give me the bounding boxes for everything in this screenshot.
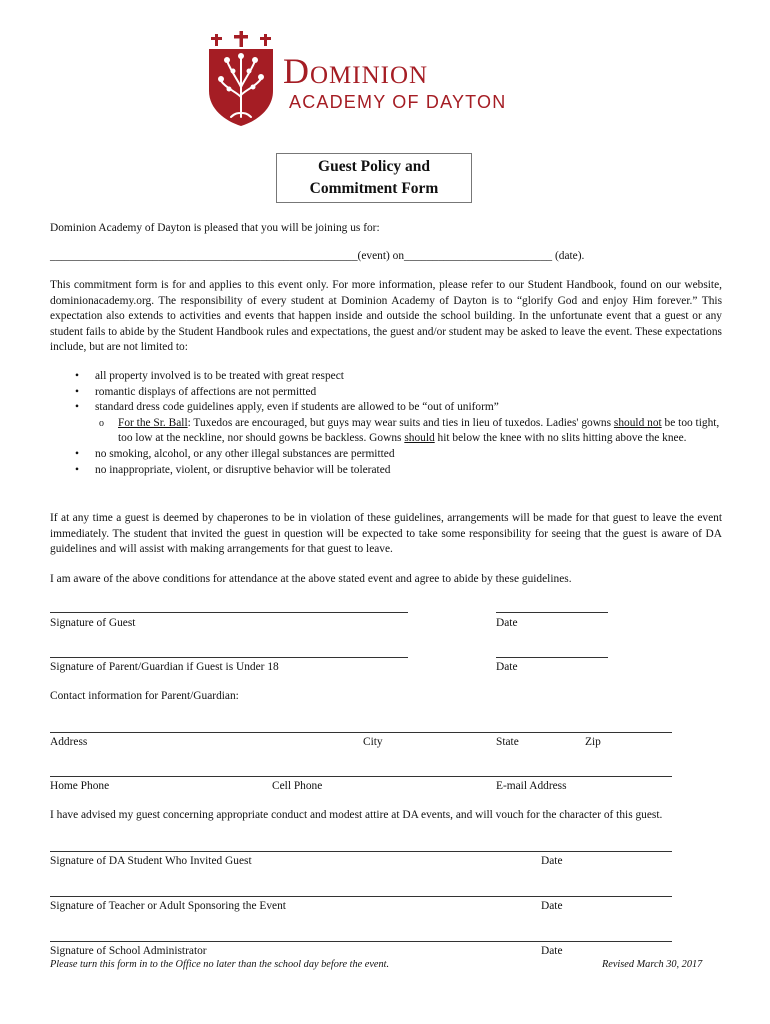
brand-name-text: Dominion xyxy=(283,51,429,91)
guest-signature-label: Signature of Guest xyxy=(50,617,136,629)
student-signature-label: Signature of DA Student Who Invited Guest xyxy=(50,855,252,867)
footer-note: Please turn this form in to the Office no later than the school day before the event. xyxy=(50,959,390,970)
list-item-text: romantic displays of affections are not permitted xyxy=(95,385,317,398)
sub-list-item xyxy=(99,416,722,447)
list-item xyxy=(75,385,722,401)
brand-name xyxy=(283,50,428,92)
bullet-icon: • xyxy=(75,385,79,398)
expectations-list xyxy=(75,369,722,478)
list-item-text: no inappropriate, violent, or disruptive behavior will be tolerated xyxy=(95,463,391,476)
form-title xyxy=(276,153,472,203)
student-date-label: Date xyxy=(541,855,563,867)
phone-line[interactable] xyxy=(50,776,672,777)
parent-date-line[interactable] xyxy=(496,657,608,658)
circle-bullet-icon: o xyxy=(99,417,104,429)
parent-signature-label: Signature of Parent/Guardian if Guest is Under 18 xyxy=(50,661,279,673)
crosses-icon xyxy=(207,30,275,48)
event-blank[interactable]: ______________________________________________________ xyxy=(50,250,358,262)
policy-paragraph: This commitment form is for and applies to this event only. For more information, please refer to our Student Handbook, found on our website, dominionacademy.org. The responsibility of every student at Dominion Academy of Dayton is to “glorify God and enjoy Him forever.” This expectation also extends to activities and events that happen inside and outside the school building. In the unfortunate event that a guest or any student fails to abide by the Student Handbook rules and expectations, the guest and/or student may be asked to leave the event. These expectations include, but are not limited to: xyxy=(50,279,722,354)
list-item xyxy=(75,400,722,416)
zip-label: Zip xyxy=(585,736,601,748)
guest-date-label: Date xyxy=(496,617,518,629)
sub-text-b: be too tight, too low at the neckline, nor should gowns be backless. Gowns xyxy=(118,416,720,445)
intro-text: Dominion Academy of Dayton is pleased that you will be joining us for: xyxy=(50,222,380,234)
admin-signature-line[interactable] xyxy=(50,941,672,942)
shield-tree-logo xyxy=(207,47,275,127)
sub-text-c: hit below the knee with no slits hitting above the knee. xyxy=(434,432,687,445)
teacher-date-label: Date xyxy=(541,900,563,912)
parent-signature-line[interactable] xyxy=(50,657,408,658)
teacher-signature-label: Signature of Teacher or Adult Sponsoring the Event xyxy=(50,900,286,912)
list-item-text: all property involved is to be treated with great respect xyxy=(95,370,344,382)
event-line xyxy=(50,249,584,265)
email-label: E-mail Address xyxy=(496,780,567,792)
date-label: (date). xyxy=(552,250,585,262)
home-phone-label: Home Phone xyxy=(50,780,110,792)
bullet-icon: • xyxy=(75,447,79,460)
bullet-icon: • xyxy=(75,370,79,382)
student-signature-line[interactable] xyxy=(50,851,672,852)
sr-ball-label: For the Sr. Ball xyxy=(118,416,188,429)
awareness-statement: I am aware of the above conditions for attendance at the above stated event and agree to abide by these guidelines. xyxy=(50,573,572,585)
sub-underline-1: should not xyxy=(613,416,662,429)
bullet-icon: • xyxy=(75,401,79,414)
contact-heading: Contact information for Parent/Guardian: xyxy=(50,690,239,702)
parent-date-label: Date xyxy=(496,661,518,673)
form-title-line2: Commitment Form xyxy=(309,180,439,197)
cell-phone-label: Cell Phone xyxy=(272,780,323,792)
advised-statement: I have advised my guest concerning appropriate conduct and modest attire at DA events, and will vouch for the character of this guest. xyxy=(50,809,663,821)
list-item-text: standard dress code guidelines apply, even if students are allowed to be “out of uniform” xyxy=(95,401,499,414)
date-blank[interactable]: __________________________ xyxy=(404,250,553,262)
address-line[interactable] xyxy=(50,732,672,733)
teacher-signature-line[interactable] xyxy=(50,896,672,897)
sub-text-a: : Tuxedos are encouraged, but guys may wear suits and ties in lieu of tuxedos. Ladies' gowns xyxy=(187,416,614,429)
list-item xyxy=(75,369,722,385)
admin-signature-label: Signature of School Administrator xyxy=(50,945,207,957)
guest-signature-line[interactable] xyxy=(50,612,408,613)
list-item xyxy=(75,447,722,463)
violation-paragraph: If at any time a guest is deemed by chaperones to be in violation of these guidelines, arrangements will be made for that guest to leave the event immediately. The student that invited the guest in question will be expected to take some responsibility for seeing that the guest is aware of DA guidelines and will assist with making arrangements for that guest to leave. xyxy=(50,512,722,556)
bullet-icon: • xyxy=(75,463,79,476)
brand-subtitle: ACADEMY OF DAYTON xyxy=(289,92,507,112)
event-label: (event) on xyxy=(357,250,405,262)
admin-date-label: Date xyxy=(541,945,563,957)
list-item xyxy=(75,463,722,479)
form-title-line1: Guest Policy and xyxy=(318,158,430,175)
address-label: Address xyxy=(50,736,88,748)
guest-date-line[interactable] xyxy=(496,612,608,613)
sub-underline-2: should xyxy=(404,432,435,445)
state-label: State xyxy=(496,736,519,748)
city-label: City xyxy=(363,736,383,748)
list-item-text: no smoking, alcohol, or any other illegal substances are permitted xyxy=(95,447,395,460)
revised-date: Revised March 30, 2017 xyxy=(602,959,703,970)
